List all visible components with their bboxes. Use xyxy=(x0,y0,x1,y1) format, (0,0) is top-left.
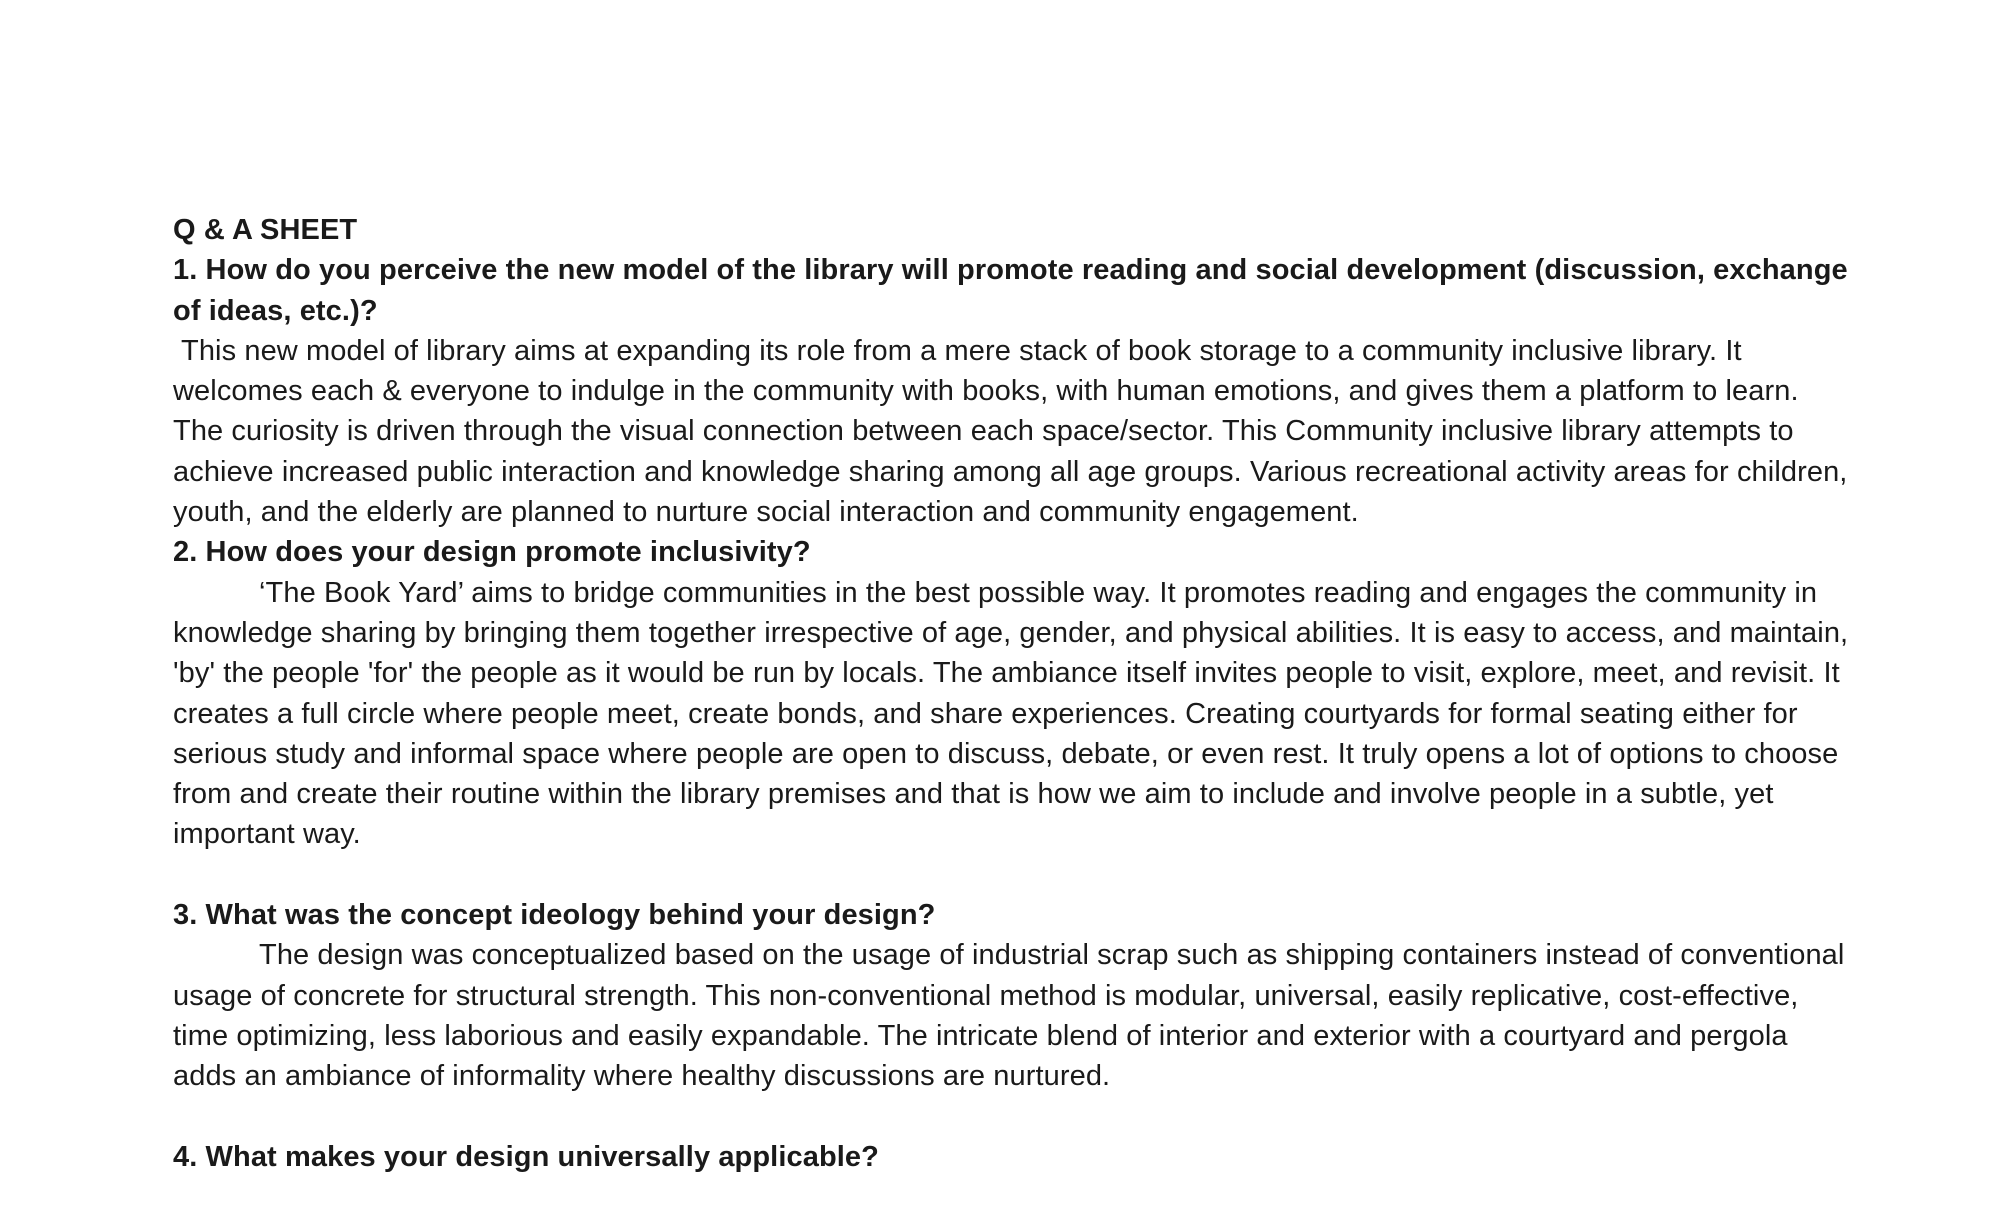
paragraph-spacer xyxy=(173,855,1853,895)
qa-sheet xyxy=(173,210,1853,1177)
question-1: 1. How do you perceive the new model of the library will promote reading and social development (discussion, exchange of ideas, etc.)? xyxy=(173,254,1848,327)
answer-1: This new model of library aims at expanding its role from a mere stack of book storage to a community inclusive library. It welcomes each & everyone to indulge in the community with books, with human emotions, and gives them a platform to learn. The curiosity is driven through the visual connection between each space/sector. This Community inclusive library attempts to achieve increased public interaction and knowledge sharing among all age groups. Various recreational activity areas for children, youth, and the elderly are planned to nurture social interaction and community engagement. xyxy=(173,334,1848,529)
question-4: 4. What makes your design universally applicable? xyxy=(173,1140,879,1173)
answer-2: ‘The Book Yard’ aims to bridge communities in the best possible way. It promotes reading and engages the community in knowledge sharing by bringing them together irrespective of age, gender, and physical abilities. It is easy to access, and maintain, 'by' the people 'for' the people as it would be run by locals. The ambiance itself invites people to visit, explore, meet, and revisit. It creates a full circle where people meet, create bonds, and share experiences. Creating courtyards for formal seating either for serious study and informal space where people are open to discuss, debate, or even rest. It truly opens a lot of options to choose from and create their routine within the library premises and that is how we aim to include and involve people in a subtle, yet important way. xyxy=(173,576,1849,851)
answer-3: The design was conceptualized based on the usage of industrial scrap such as shipping containers instead of conventional usage of concrete for structural strength. This non-conventional method is modular, universal, easily replicative, cost-effective, time optimizing, less laborious and easily expandable. The intricate blend of interior and exterior with a courtyard and pergola adds an ambiance of informality where healthy discussions are nurtured. xyxy=(173,939,1845,1093)
sheet-title: Q & A SHEET xyxy=(173,214,358,246)
paragraph-spacer xyxy=(173,1097,1853,1137)
question-3: 3. What was the concept ideology behind your design? xyxy=(173,899,936,932)
question-2: 2. How does your design promote inclusivity? xyxy=(173,536,811,569)
